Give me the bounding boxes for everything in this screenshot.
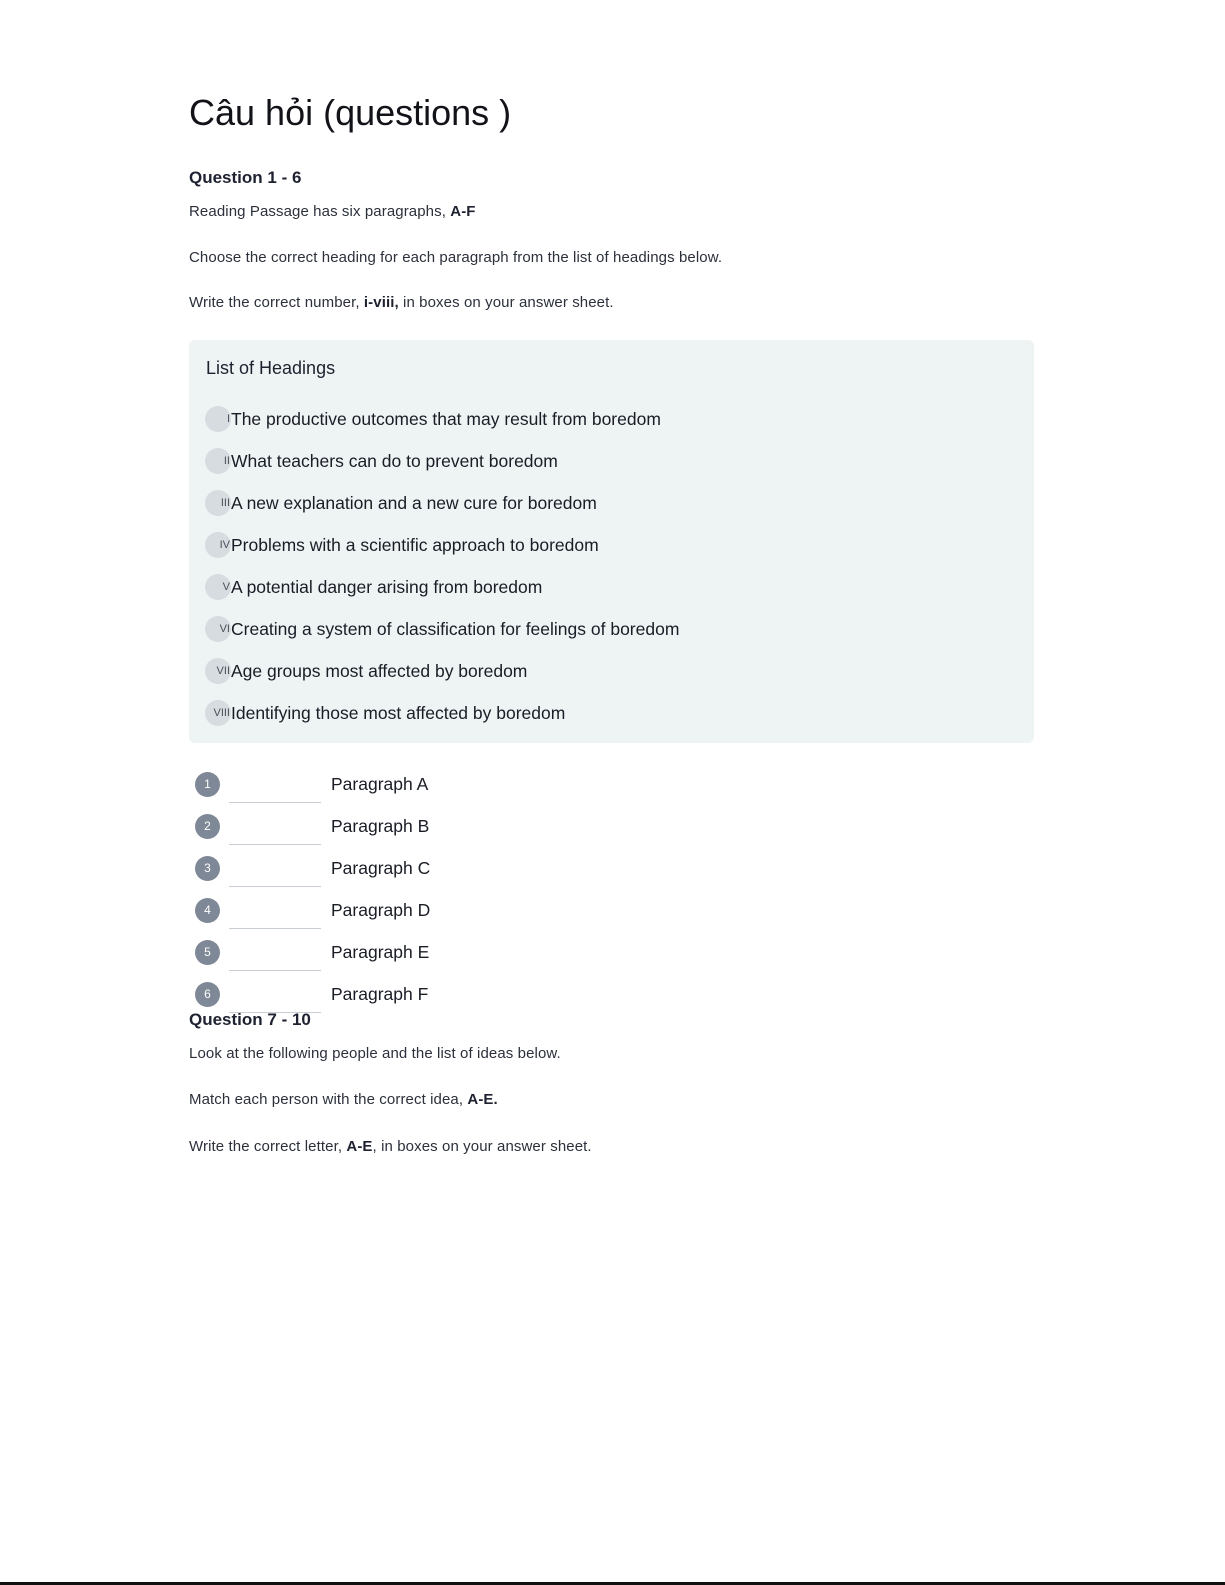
question-number-badge: 3 — [195, 856, 220, 881]
heading-text: What teachers can do to prevent boredom — [231, 450, 558, 471]
heading-text: Identifying those most affected by boredom — [231, 702, 566, 723]
instruction-bold: i-viii, — [363, 294, 399, 311]
section-1-heading: Question 1 - 6 — [189, 168, 302, 187]
roman-numeral-badge: I — [205, 406, 231, 432]
question-number-badge: 6 — [195, 982, 220, 1007]
question-number-badge: 4 — [195, 898, 220, 923]
answer-row — [195, 896, 430, 924]
instruction-text: , in boxes on your answer sheet. — [372, 1138, 592, 1155]
section-1-instruction-1 — [189, 203, 476, 220]
section-1-instruction-3 — [189, 294, 614, 311]
answer-blank-input[interactable] — [229, 863, 321, 887]
list-of-headings-box — [189, 340, 1034, 743]
heading-text: Age groups most affected by boredom — [231, 660, 528, 681]
roman-numeral-badge: VII — [205, 658, 231, 684]
answer-row — [195, 938, 429, 966]
heading-item — [205, 574, 542, 600]
heading-item — [205, 490, 597, 516]
paragraph-label: Paragraph B — [331, 815, 430, 836]
heading-text: A new explanation and a new cure for boredom — [231, 492, 597, 513]
answer-blank-input[interactable] — [229, 779, 321, 803]
instruction-bold: A-E. — [467, 1091, 498, 1108]
heading-item — [205, 700, 565, 726]
heading-text: A potential danger arising from boredom — [231, 576, 543, 597]
instruction-text: in boxes on your answer sheet. — [398, 294, 614, 311]
roman-numeral-badge: II — [205, 448, 231, 474]
section-2-instruction-3 — [189, 1138, 592, 1155]
section-1-instruction-2: Choose the correct heading for each paragraph from the list of headings below. — [189, 249, 723, 266]
answer-blank-input[interactable] — [229, 947, 321, 971]
heading-item — [205, 406, 661, 432]
heading-item — [205, 616, 679, 642]
paragraph-label: Paragraph A — [331, 773, 429, 794]
instruction-text: Reading Passage has six paragraphs, — [189, 203, 451, 220]
answer-row — [195, 980, 428, 1008]
roman-numeral-badge: V — [205, 574, 231, 600]
question-number-badge: 5 — [195, 940, 220, 965]
answer-row — [195, 770, 428, 798]
roman-numeral-badge: VIII — [205, 700, 231, 726]
paragraph-label: Paragraph C — [331, 857, 431, 878]
roman-numeral-badge: IV — [205, 532, 231, 558]
paragraph-label: Paragraph E — [331, 941, 430, 962]
heading-text: Problems with a scientific approach to boredom — [231, 534, 599, 555]
section-2-heading: Question 7 - 10 — [189, 1010, 311, 1029]
roman-numeral-badge: III — [205, 490, 231, 516]
paragraph-label: Paragraph F — [331, 983, 429, 1004]
paragraph-label: Paragraph D — [331, 899, 431, 920]
heading-text: Creating a system of classification for feelings of boredom — [231, 618, 680, 639]
page-title: Câu hỏi (questions ) — [189, 92, 512, 133]
instruction-text: Write the correct number, — [189, 294, 364, 311]
list-of-headings-title: List of Headings — [206, 358, 336, 378]
section-2-instruction-1: Look at the following people and the list of ideas below. — [189, 1045, 561, 1062]
answer-blank-input[interactable] — [229, 905, 321, 929]
question-number-badge: 1 — [195, 772, 220, 797]
heading-item — [205, 448, 558, 474]
answer-row — [195, 812, 429, 840]
instruction-text: Match each person with the correct idea, — [189, 1091, 468, 1108]
heading-text: The productive outcomes that may result from boredom — [231, 408, 661, 429]
instruction-bold: A-E — [346, 1138, 373, 1155]
section-2-instruction-2 — [189, 1091, 498, 1108]
roman-numeral-badge: VI — [205, 616, 231, 642]
answer-row — [195, 854, 430, 882]
instruction-bold: A-F — [450, 203, 476, 220]
heading-item — [205, 658, 527, 684]
answer-blank-input[interactable] — [229, 821, 321, 845]
question-number-badge: 2 — [195, 814, 220, 839]
instruction-text: Write the correct letter, — [189, 1138, 347, 1155]
heading-item — [205, 532, 599, 558]
